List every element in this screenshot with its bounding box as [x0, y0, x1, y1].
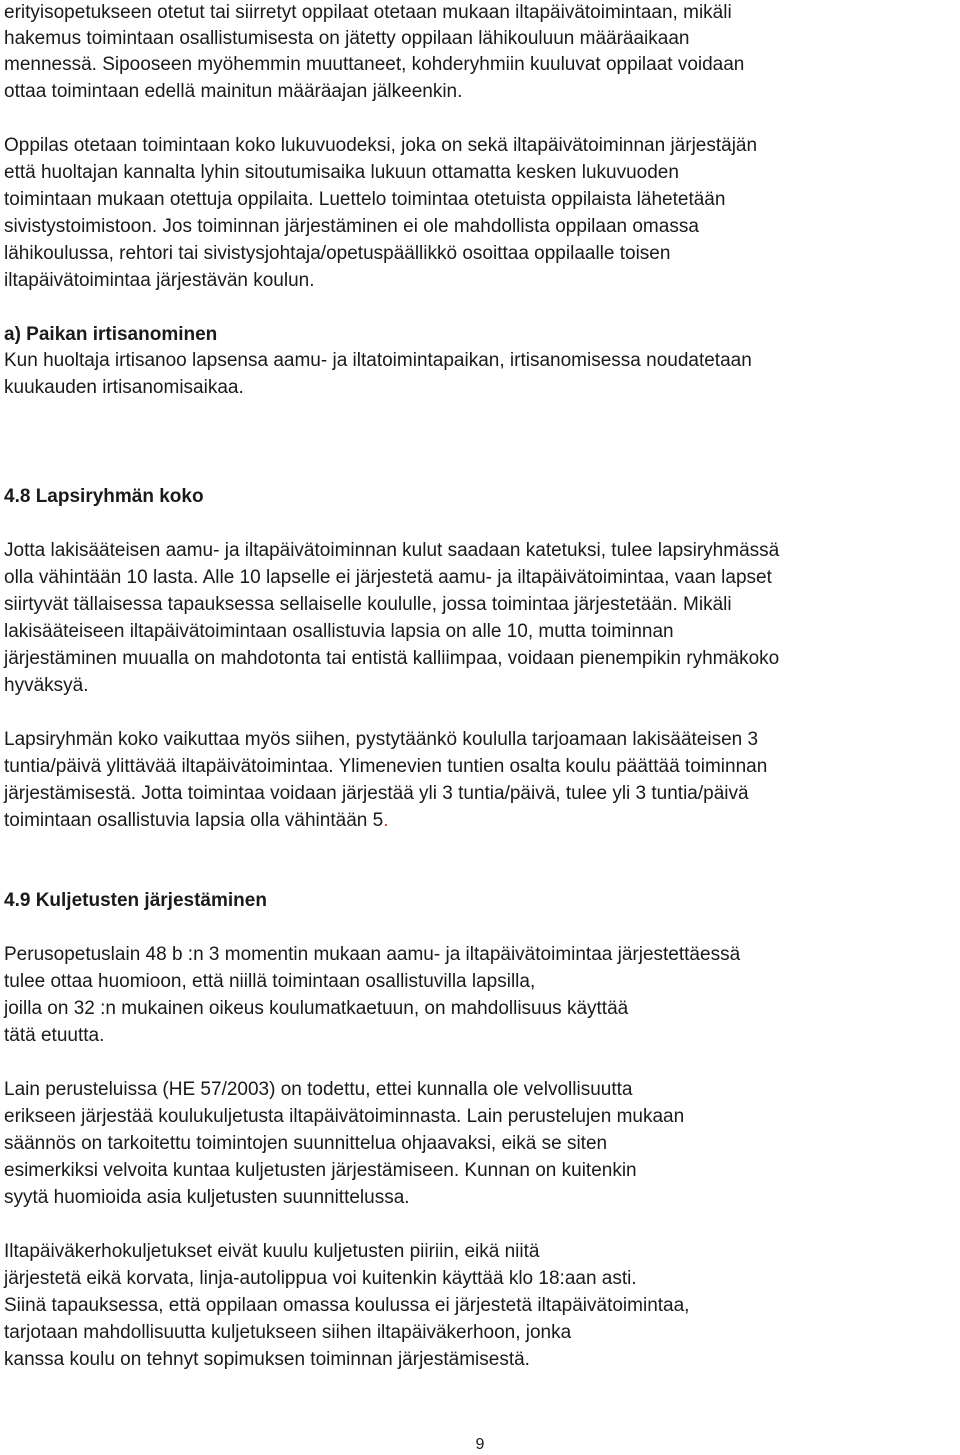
- paragraph-line: sivistystoimistoon. Jos toiminnan järjestäminen ei ole mahdollista oppilaan omassa: [4, 216, 699, 237]
- paragraph-line: syytä huomioida asia kuljetusten suunnittelussa.: [4, 1187, 410, 1208]
- paragraph-line: että huoltajan kannalta lyhin sitoutumisaika lukuun ottamatta kesken lukuvuoden: [4, 162, 679, 183]
- red-period: .: [383, 810, 389, 831]
- paragraph-line: siirtyvät tällaisessa tapauksessa sellaiselle koululle, jossa toimintaa järjestetään. Mikäli: [4, 594, 732, 615]
- paragraph-line: tulee ottaa huomioon, että niillä toimintaan osallistuvilla lapsilla,: [4, 971, 536, 992]
- paragraph-line: Lain perusteluissa (HE 57/2003) on todettu, ettei kunnalla ole velvollisuutta: [4, 1079, 633, 1100]
- paragraph-line: järjestetä eikä korvata, linja-autolippua voi kuitenkin käyttää klo 18:aan asti.: [4, 1268, 637, 1289]
- paragraph-line: esimerkiksi velvoita kuntaa kuljetusten järjestämiseen. Kunnan on kuitenkin: [4, 1160, 637, 1181]
- section-heading: 4.9 Kuljetusten järjestäminen: [4, 890, 267, 911]
- paragraph-line: lähikoulussa, rehtori tai sivistysjohtaja/opetuspäällikkö osoittaa oppilaalle toisen: [4, 243, 671, 264]
- paragraph-line: olla vähintään 10 lasta. Alle 10 lapselle ei järjestetä aamu- ja iltapäivätoimintaa, vaan lapset: [4, 567, 772, 588]
- paragraph-line: Jotta lakisääteisen aamu- ja iltapäivätoiminnan kulut saadaan katetuksi, tulee lapsiryhmässä: [4, 540, 780, 561]
- paragraph-line: hakemus toimintaan osallistumisesta on jätetty oppilaan lähikouluun määräaikaan: [4, 28, 690, 49]
- paragraph-line: mennessä. Sipooseen myöhemmin muuttaneet, kohderyhmiin kuuluvat oppilaat voidaan: [4, 54, 745, 75]
- paragraph-line: tuntia/päivä ylittävää iltapäivätoimintaa. Ylimenevien tuntien osalta koulu päättää toiminnan: [4, 756, 768, 777]
- paragraph-line: lakisääteiseen iltapäivätoimintaan osallistuvia lapsia on alle 10, mutta toiminnan: [4, 621, 674, 642]
- paragraph-line: tätä etuutta.: [4, 1025, 105, 1046]
- subsection-heading: a) Paikan irtisanominen: [4, 324, 218, 345]
- paragraph-line: järjestämisestä. Jotta toimintaa voidaan järjestää yli 3 tuntia/päivä, tulee yli 3 tuntia/päivä: [4, 783, 749, 804]
- paragraph-line: ottaa toimintaan edellä mainitun määräajan jälkeenkin.: [4, 81, 463, 102]
- paragraph-line: iltapäivätoimintaa järjestävän koulun.: [4, 270, 315, 291]
- paragraph-text: toimintaan osallistuvia lapsia olla vähintään 5: [4, 810, 384, 831]
- paragraph-line: Perusopetuslain 48 b :n 3 momentin mukaan aamu- ja iltapäivätoimintaa järjestettäessä: [4, 944, 741, 965]
- page-number: 9: [475, 1436, 485, 1453]
- paragraph-line: [4, 808, 388, 834]
- paragraph-line: kuukauden irtisanomisaikaa.: [4, 377, 244, 398]
- paragraph-line: erikseen järjestää koulukuljetusta iltapäivätoiminnasta. Lain perustelujen mukaan: [4, 1106, 685, 1127]
- paragraph-line: Kun huoltaja irtisanoo lapsensa aamu- ja iltatoimintapaikan, irtisanomisessa noudatetaan: [4, 350, 752, 371]
- section-heading: 4.8 Lapsiryhmän koko: [4, 486, 204, 507]
- paragraph-line: Iltapäiväkerhokuljetukset eivät kuulu kuljetusten piiriin, eikä niitä: [4, 1241, 540, 1262]
- paragraph-line: hyväksyä.: [4, 675, 89, 696]
- paragraph-line: joilla on 32 :n mukainen oikeus koulumatkaetuun, on mahdollisuus käyttää: [4, 998, 629, 1019]
- paragraph-line: toimintaan mukaan otettuja oppilaita. Luettelo toimintaa otetuista oppilaista lähetetään: [4, 189, 726, 210]
- paragraph-line: Oppilas otetaan toimintaan koko lukuvuodeksi, joka on sekä iltapäivätoiminnan järjestäjän: [4, 135, 758, 156]
- paragraph-line: säännös on tarkoitettu toimintojen suunnittelua ohjaavaksi, eikä se siten: [4, 1133, 608, 1154]
- paragraph-line: kanssa koulu on tehnyt sopimuksen toiminnan järjestämisestä.: [4, 1349, 530, 1370]
- paragraph-line: järjestäminen muualla on mahdotonta tai entistä kalliimpaa, voidaan pienempikin ryhmäkoko: [4, 648, 780, 669]
- paragraph-line: tarjotaan mahdollisuutta kuljetukseen siihen iltapäiväkerhoon, jonka: [4, 1322, 572, 1343]
- paragraph-line: Siinä tapauksessa, että oppilaan omassa koulussa ei järjestetä iltapäivätoimintaa,: [4, 1295, 690, 1316]
- paragraph-line: erityisopetukseen otetut tai siirretyt oppilaat otetaan mukaan iltapäivätoimintaan, mikäli: [4, 2, 732, 23]
- paragraph-line: Lapsiryhmän koko vaikuttaa myös siihen, pystytäänkö koululla tarjoamaan lakisääteisen 3: [4, 729, 759, 750]
